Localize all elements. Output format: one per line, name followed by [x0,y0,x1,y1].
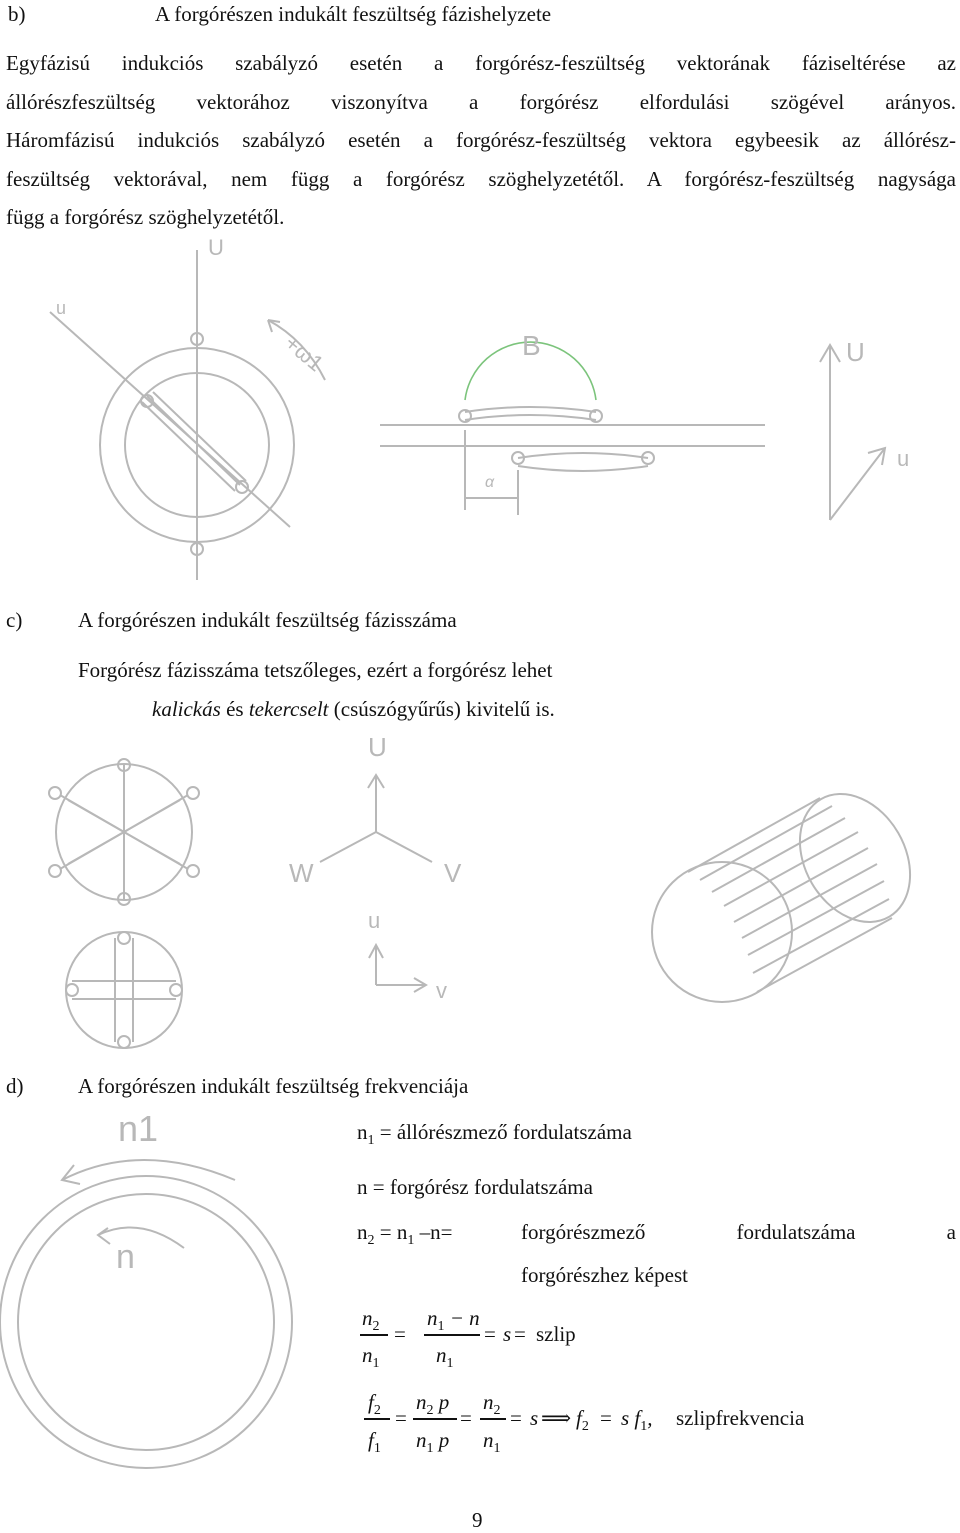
figure-label-U-vector: U [846,337,865,367]
figure-label-U-phase: U [368,732,387,762]
cage-rotor-end-circle [652,862,792,1002]
figure-label-V-phase: V [444,858,462,888]
paragraph-line: állórészfeszültség vektorához viszonyítva a forgórész elfordulási szögével arányos. [6,89,956,114]
paragraph-line: feszültség vektorával, nem függ a forgórész szöghelyzetétől. A forgórész-feszültség nagysága [6,166,956,191]
figure-label-n: n [116,1238,135,1276]
figure-label-v-phase: v [436,978,447,1003]
section-b-marker: b) [8,2,26,26]
figure-label-omega: +ω1 [279,330,329,377]
figure-label-u-vector: u [897,446,910,471]
paragraph-line: függ a forgórész szöghelyzetétől. [6,205,285,229]
u-vector-line [830,448,885,520]
section-c-title: A forgórészen indukált feszültség fázisszáma [78,608,457,632]
n1-rotation-arc [62,1160,235,1180]
three-phase-rotor-circle [56,764,192,900]
cage-rotor-far-end [778,774,933,942]
two-phase-rotor-circle [66,932,182,1048]
paragraph-line: Háromfázisú indukciós szabályzó esetén a forgórész-feszültség vektora egybeesik az állórész- [6,128,956,152]
definition-n2: $n_2 = n_1$ –n= [357,1220,453,1248]
rotor-circle [18,1194,274,1450]
tekercselt-word: tekercselt [248,697,329,721]
kalickas-word: kalickás [152,697,221,721]
section-d-title: A forgórészen indukált feszültség frekvenciája [78,1074,469,1098]
section-d-marker: d) [6,1074,24,1098]
definition-n2-description: forgórészmező fordulatszáma a [521,1220,956,1244]
diagonal-axis-line [50,312,290,527]
section-b-title: A forgórészen indukált feszültség fázishelyzete [155,2,552,26]
definition-n: n = forgórész fordulatszáma [357,1175,593,1199]
stator-field-circle [0,1176,292,1468]
slip-frequency-label: szlipfrekvencia [676,1406,805,1430]
paragraph-line: Egyfázisú indukciós szabályzó esetén a forgórész-feszültség vektorának fáziseltérése az [6,51,956,75]
section-c-line2: kalickás és tekercselt (csúszógyűrűs) kivitelű is. [152,697,555,721]
stator-outer-ring [100,348,294,542]
section-c-line1: Forgórész fázisszáma tetszőleges, ezért a forgórész lehet [78,658,553,682]
figure-label-B: B [522,330,541,361]
figure-label-W-phase: W [289,858,314,888]
stator-inner-ring [125,373,269,517]
figure-label-u-axis: u [56,298,67,318]
figure-label-alpha: α [485,474,495,491]
n-rotation-arc [98,1227,184,1248]
definition-n2-description-line2: forgórészhez képest [521,1263,688,1287]
definition-n1: $n_1$ = állórészmező fordulatszáma [357,1120,632,1148]
figure-label-n1: n1 [118,1108,159,1149]
section-c-marker: c) [6,608,23,632]
figure-label-u-phase: u [368,908,381,933]
figure-label-U-axis: U [208,235,224,260]
slip-label: szlip [536,1322,576,1346]
page-number: 9 [472,1508,483,1532]
section-b-paragraph [6,44,956,237]
